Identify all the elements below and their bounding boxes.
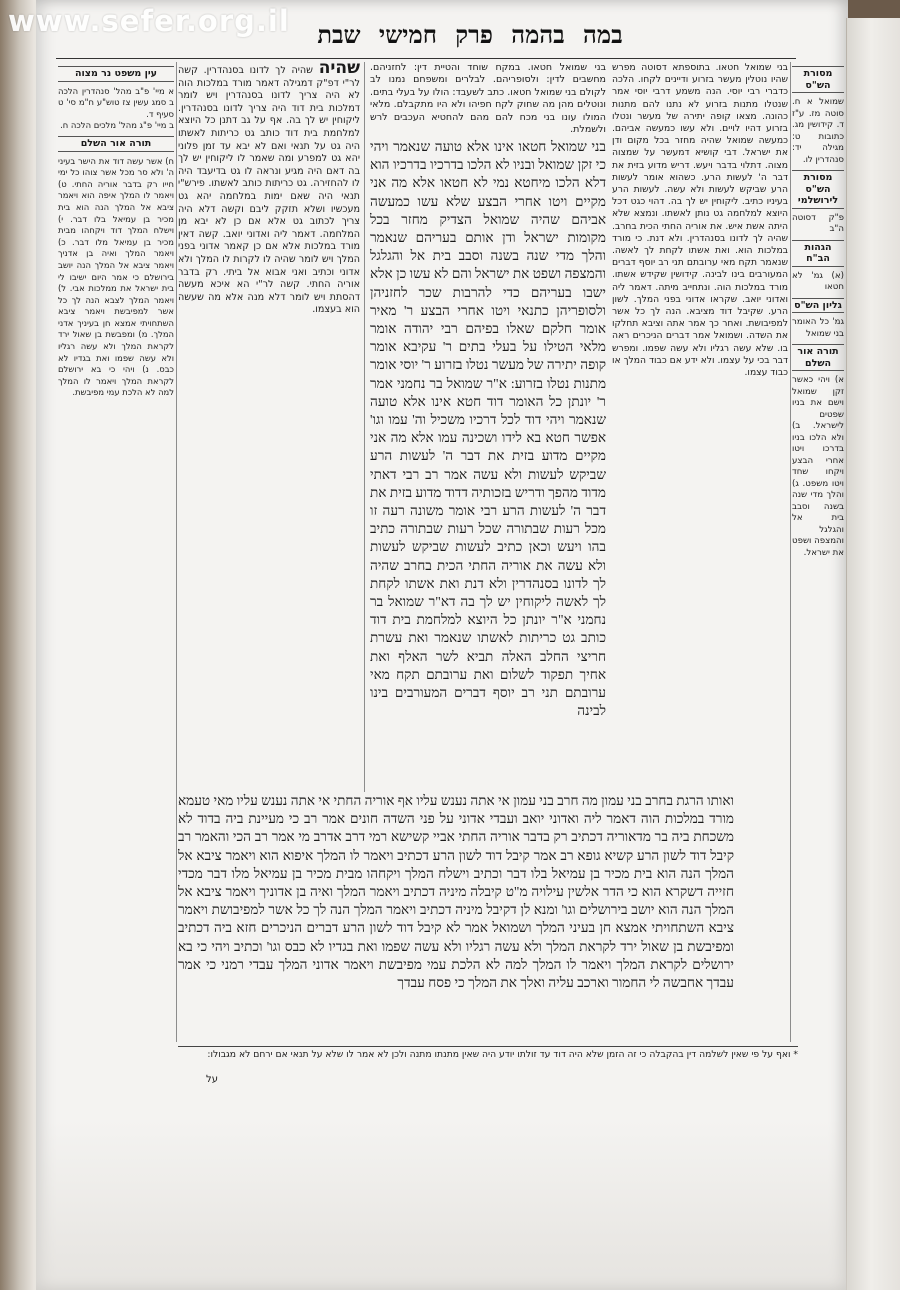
header-divider xyxy=(56,58,796,59)
gilyon-hashas-heading: גליון הש"ס xyxy=(792,298,844,314)
footnote: * ואף על פי שאין לשלמה דין בהקבלה כי זה הזמן שלא היה דוד עד זולתו יודע היה שאין מתנתו מתנה ולכן לא אמר לו שלא על תנאי אם ירחם לא מגבולו: xyxy=(178,1046,798,1061)
tosafot-text: שהיה לך לדונו בסנהדרין. קשה לר"י דפ"ק דמגילה דאמר מורד במלכות הוה לא היה צריך לדונו בסנהדרין ויש לומר דמלכות בית דוד היה צריך לדונו בסנהדרין. ליקוחין יש לך בה. אף על גב דתנן כל היוצא למלחמת בית דוד כותב גט כריתות לאשתו היה גט על תנאי ואם לא יבא עד זמן פלוני יהא גט למפרע ומה שאמר לו ליקוחין יש לך בה דאם היה מגיע ונראה לו גט בדיעבד היה לו להחזירה. גט כריתות כותב לאשתו. פירש"י תנאי היה שאם ימות במלחמה יהא גט מעכשיו ושלא תזקק ליבם וקשה דלא היה צריך לכתוב גט אלא אם כן לא יבא מן המלחמה. דאמר ליה ואדוני יואב. קשה דאין מורד במלכות אלא אם כן קאמר אדוני בפני המלך ויש לומר שהיה לו לקרות לו המלך ולא אדוני וכתיב ואני אבוא אל ביתי. רק בדבר אוריה החתי. קשה לר"י הא איכא מעשה דהסתת ויש לומר דלא מנה אלא מה שעשה הוא בעצמו. xyxy=(178,65,360,316)
column-divider-left xyxy=(364,62,365,792)
column-divider-outer-right xyxy=(790,62,791,1042)
masoret-hashas-heading: מסורת הש"ס xyxy=(792,66,844,93)
masoret-hashas-text: שמואל א ח. סוטה מז. ע"ז ד. קידושין מג. כתובות ט: מגילה יד: סנהדרין לו. xyxy=(792,97,844,165)
tosafot-commentary xyxy=(178,62,360,786)
gemara-main-text-lower: ואותו הרגת בחרב בני עמון מה חרב בני עמון אי אתה נענש עליו אף אוריה החתי אי אתה נענש עליו מאי טעמא מורד במלכות הוה דאמר ליה ואדוני יואב ועבדי אדוני על פני השדה חונים אמר רב כי מעיינת ביה בדוד לא משכחת ביה בר מדאוריה דכתיב רק בדבר אוריה החתי אביי קשישא רמי דרב אדרב מי אמר רב הכי והאמר רב קיבל דוד לשון הרע קשיא גופא רב אמר קיבל דוד לשון הרע דכתיב ויאמר לו המלך איפוא הוא ויאמר ציבא אל המלך הנה הוא בית מכיר בן עמיאל בלו דבר וכתיב וישלח המלך ויקחהו מבית מכיר בן עמיאל מלו דבר מכדי חזייה דשקרא הוא כי הדר אלשין עילויה מ"ט קיבלה מיניה דכתיב ויאמר המלך ואיה בן אדוניך ויאמר ציבא אל המלך הנה הוא יושב בירושלים וגו' ומנא לן דקיבל מיניה דכתיב ויאמר המלך הנה לך כל אשר למפיבושת ויאמר ציבא השתחויתי אמצא חן בעיני המלך ושמואל אמר לא קיבל דוד לשון הרע דברים הניכרים חזא ביה דכתיב ומפיבשת בן שאול ירד לקראת המלך ולא עשה רגליו ולא עשה שפמו ואת בגדיו לא כבס וגו' וכתיב ויהי כי בא ירושלים לקראת המלך ויאמר לו המלך למה לא הלכת עמי מפיבשת ויאמר אדוני המלך עבדי רמני כי אמר עבדך אחבשה לי החמור וארכב עליה ואלך את המלך כי פסח עבדך xyxy=(178,793,734,991)
ein-mishpat-heading: עין משפט נר מצוה xyxy=(58,66,174,82)
torah-or-text-left: ח) אשר עשה דוד את הישר בעיני ה' ולא סר מכל אשר צוהו כל ימי חייו רק בדבר אוריה החתי. ט) ויאמר לו המלך איפה הוא ויאמר ציבא אל המלך הנה הוא בית מכיר בן עמיאל בלו דבר. י) וישלח המלך דוד ויקחהו מבית מכיר בן עמיאל מלו דבר. כ) ויאמר המלך ואיה בן אדניך ויאמר ציבא אל המלך הנה יושב בירושלם כי אמר היום ישיבו לי בית ישראל את ממלכות אבי. ל) ויאמר המלך לצבא הנה לך כל אשר למפיבשת ויאמר ציבא השתחויתי אמצא חן בעיניך אדני המלך. מ) ומפבשת בן שאול ירד לקראת המלך ולא עשה רגליו ולא עשה שפמו ואת בגדיו לא כבס. נ) ויהי כי בא ירושלם לקראת המלך ויאמר לו המלך למה לא הלכת עמי מפיבשת. xyxy=(58,155,174,398)
page-bottom-shadow xyxy=(36,1120,848,1290)
gemara-main-text-upper: בני שמואל חטאו אינו אלא טועה שנאמר ויהי כי זקן שמואל ובניו לא הלכו בדרכיו בדרכיו הוא דלא הלכו מיחטא נמי לא חטאו אלא מה אני מקיים ויטו אחרי הבצע שלא עשו כמעשה אביהם שהיה שמואל הצדיק מחזר בכל מקומות ישראל ודן אותם בעריהם שנאמר והלך מדי שנה בשנה וסבב בית אל והגלגל והמצפה ושפט את ישראל והם לא עשו כן אלא ישבו בעריהם כדי להרבות שכר לחזניהן ולסופריהן כתנאי ויטו אחרי הבצע ר' מאיר אומר חלקם שאלו בפיהם רבי יהודה אומר מלאי הטילו על בעלי בתים ר' עקיבא אומר קופה יתירה של מעשר נטלו בזרוע ר' יוסי אומר מתנות נטלו בזרוע: א"ר שמואל בר נחמני אמר ר' יונתן כל האומר דוד חטא אינו אלא טועה שנאמר ויהי דוד לכל דרכיו משכיל וה' עמו וגו' אפשר חטא בא לידו ושכינה עמו אלא מה אני מקיים מדוע בזית את דבר ה' לעשות הרע שביקש לעשות ולא עשה אמר רב רבי דאתי מדוד מהפך ודריש בזכותיה דדוד מדוע בזית את דבר ה' לעשות הרע רבי אומר משונה רעה זו מכל רעות שבתורה שכל רעות שבתורה כתיב בהו ויעש וכאן כתיב לעשות שביקש לעשות ולא עשה את אוריה החתי הכית בחרב שהיה לך לדונו בסנהדרין ולא דנת ואת אשתו לקחת לך לאשה ליקוחין יש לך בה דא"ר שמואל בר נחמני א"ר יונתן כל היוצא למלחמת בית דוד כותב גט כריתות לאשתו שנאמר ואת עשרת חריצי החלב האלה תביא לשר האלף ואת אחיך תפקוד לשלום ואת ערובתם תקח מאי ערובתם תני רב יוסף דברים המעורבים בינו לבינה xyxy=(370,139,606,719)
dibbur-hamatchil-shehaya: שהיה xyxy=(318,62,360,78)
ein-mishpat-entry-2: ב מיי' פ"ג מהל' מלכים הלכה ח. xyxy=(60,120,174,131)
hagahot-bach-text: (א) גמ' לא חטאו xyxy=(792,270,844,292)
hagahot-bach-heading: הגהות הב"ח xyxy=(792,240,844,267)
torah-or-text-right: א) ויהי כאשר זקן שמואל וישם את בניו שפטים לישראל. ב) ולא הלכו בניו בדרכו ויטו אחרי הבצע ויקחו שחד ויטו משפט. ג) והלך מדי שנה בשנה וסבב בית אל והגלגל והמצפה ושפט את ישראל. xyxy=(792,375,844,558)
page-header-title: במה בהמה פרק חמישי שבת xyxy=(317,20,623,49)
footnote-catchword: על xyxy=(206,1074,218,1085)
torah-or-heading-left: תורה אור השלם xyxy=(58,136,174,152)
rashi-top-commentary: בני שמואל חטאו. במקח שוחד והטיית דין: לחזניהם. מחשבים לדין: ולסופריהם. לבלרים ומשפחם נמנו לב לקולם בני שמואל חטאו. כתב לשעבד: הולו על בעלי בתים. ונוטלים מהן מה שחוק לקח חפיהו ולא היו מתקבלם. מלאי המולו עונו בני מכח להם מהם להחטיא העכבים לרש ולשמלת. xyxy=(370,62,606,134)
gilyon-hashas-text: גמ' כל האומר בני שמואל xyxy=(792,317,844,339)
ein-mishpat-entry-1: א מיי' פ"ב מהל' סנהדרין הלכה ב סמג עשין צז טוש"ע ח"מ סי' ט סעיף ד. xyxy=(58,85,174,119)
outer-right-margin xyxy=(792,62,844,1042)
masoret-yerushalmi-text: פ"ק דסוטה ה"ב xyxy=(792,212,844,234)
masoret-yerushalmi-heading: מסורת הש"ס לירושלמי xyxy=(792,170,844,209)
column-divider-outer-left xyxy=(176,62,177,1042)
facing-page-edge xyxy=(846,18,900,1290)
torah-or-heading-right: תורה אור השלם xyxy=(792,344,844,371)
watermark-url: www.sefer.org.il xyxy=(8,4,290,38)
rashi-commentary: בני שמואל חטאו. בתוספתא דסוטה מפרש שהיו נוטלין מעשר בזרוע ודיינים לקחו. הלכה כדברי רבי יוסי. הנה משמע דרבי יוסי אמר שנטלו מתנות בזרוע לא נתנו להם מתנות כהונה. מצאו קופה יתירה של מעשר ונטלו בזרוע דהיו לויים. ולא עשו כמעשה אביהם. כמעשה שמואל שהיה מחזר בכל מקום ודן את ישראל. דבי קושיא דמעשר על שמצוה מצוה. דתלוי בדבר ויעש. דריש מדוע בזית את דבר ה' לעשות הרע. כשהוא אומר לעשות הרע שביקש לעשות ולא עשה. לעשות הרע בעיניו כתיב. ליקוחין יש לך בה. דהוי כגט דכל היוצא למלחמה גט נותן לאשתו. ונמצא שלא היתה אשת איש. את אוריה החתי הכית בחרב. שהיה לך לדונו בסנהדרין. ולא דנת. כי מורד במלכות הוא. ואת אשתו לקחת לך לאשה. שנאמר תקח מאי ערובתם תני רב יוסף דברים המעורבים בינו לבינה. קידושין שקידש אשתו. מורד במלכות הוה. ונתחייב מיתה. דאמר ליה ואדוני יואב. שקראו אדוני בפני המלך. לשון הרע. שקיבל דוד מציבא. הנה לך כל אשר למפיבושת. ואחר כך אמר אתה וציבא תחלקו את השדה. ושמואל אמר דברים הניכרים ראה בו. שלא עשה רגליו ולא עשה שפמו. ומפרש דבר בכי על עצמו. ולא ידע אם כבוד המלך או כבוד עצמו. xyxy=(612,62,788,379)
outer-left-margin xyxy=(58,62,174,722)
